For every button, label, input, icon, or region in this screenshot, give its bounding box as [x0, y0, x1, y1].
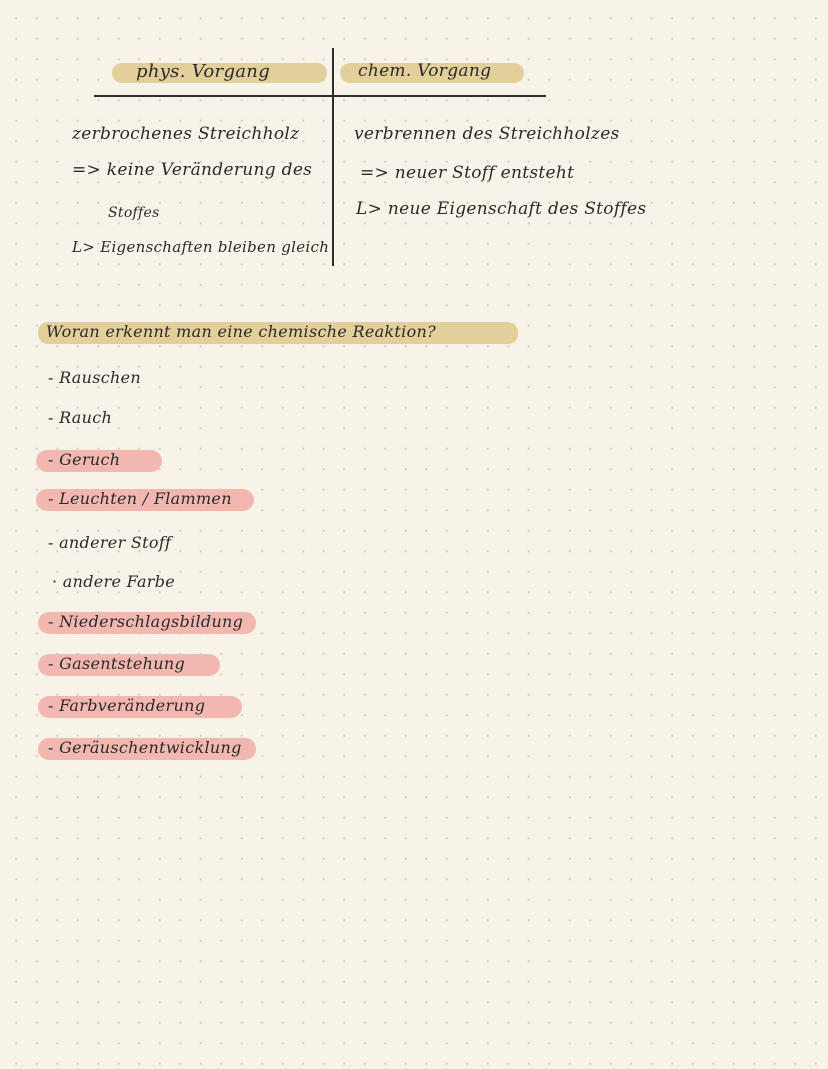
- question-text: Woran erkennt man eine chemische Reaktion?: [46, 322, 436, 341]
- list-item: · andere Farbe: [52, 572, 176, 591]
- left-line-3: Stoffes: [108, 205, 160, 221]
- list-item: - Geräuschentwicklung: [48, 738, 242, 757]
- list-item: - Rauschen: [48, 368, 141, 387]
- left-line-1: zerbrochenes Streichholz: [72, 124, 300, 144]
- list-item: - Farbveränderung: [48, 696, 206, 715]
- list-item: - Geruch: [48, 450, 121, 469]
- left-line-4: L> Eigenschaften bleiben gleich: [72, 238, 330, 256]
- table-horizontal-line: [94, 95, 546, 97]
- list-item: - Rauch: [48, 408, 113, 427]
- header-phys-vorgang: phys. Vorgang: [136, 61, 271, 82]
- list-item: - anderer Stoff: [48, 533, 172, 552]
- list-item: - Niederschlagsbildung: [48, 612, 244, 631]
- list-item: - Leuchten / Flammen: [48, 489, 232, 508]
- list-item: - Gasentstehung: [48, 654, 185, 673]
- right-line-1: verbrennen des Streichholzes: [354, 124, 620, 144]
- table-vertical-line: [332, 48, 334, 266]
- header-chem-vorgang: chem. Vorgang: [358, 61, 492, 81]
- left-line-2: => keine Veränderung des: [72, 160, 313, 180]
- right-line-2: => neuer Stoff entsteht: [360, 163, 575, 183]
- right-line-3: L> neue Eigenschaft des Stoffes: [356, 199, 647, 219]
